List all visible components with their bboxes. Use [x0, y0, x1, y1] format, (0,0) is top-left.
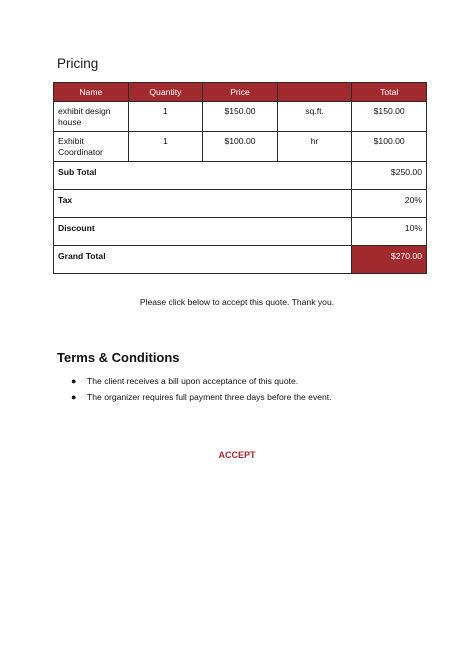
item-name: Exhibit Coordinator	[54, 132, 129, 162]
header-price: Price	[203, 83, 278, 102]
table-row	[54, 132, 427, 162]
item-unit: sq.ft.	[277, 102, 352, 132]
discount-value: 10%	[352, 218, 427, 246]
term-text: The client receives a bill upon acceptance of this quote.	[87, 376, 299, 386]
item-quantity: 1	[128, 102, 203, 132]
pricing-title: Pricing	[57, 56, 99, 71]
subtotal-label: Sub Total	[54, 162, 352, 190]
accept-note: Please click below to accept this quote. Thank you.	[139, 297, 335, 307]
header-unit	[277, 83, 352, 102]
grand-total-row	[54, 246, 427, 274]
item-unit: hr	[277, 132, 352, 162]
subtotal-row	[54, 162, 427, 190]
list-item	[57, 390, 332, 406]
item-name: exhibit design house	[54, 102, 129, 132]
grand-total-label: Grand Total	[54, 246, 352, 274]
table-row	[54, 102, 427, 132]
list-item	[57, 374, 332, 390]
discount-label: Discount	[54, 218, 352, 246]
grand-total-value: $270.00	[352, 246, 427, 274]
tax-label: Tax	[54, 190, 352, 218]
bullet-icon: ●	[71, 391, 77, 402]
terms-list	[57, 374, 332, 405]
bullet-icon: ●	[71, 376, 77, 386]
term-text: The organizer requires full payment three days before the event.	[87, 391, 332, 402]
pricing-header-row	[54, 83, 427, 102]
item-price: $100.00	[203, 132, 278, 162]
pricing-table	[53, 82, 427, 274]
tax-value: 20%	[352, 190, 427, 218]
terms-title: Terms & Conditions	[57, 350, 180, 365]
item-total: $150.00	[352, 102, 427, 132]
item-price: $150.00	[203, 102, 278, 132]
header-name: Name	[54, 83, 129, 102]
header-total: Total	[352, 83, 427, 102]
header-quantity: Quantity	[128, 83, 203, 102]
item-total: $100.00	[352, 132, 427, 162]
accept-button[interactable]: ACCEPT	[218, 450, 256, 460]
subtotal-value: $250.00	[352, 162, 427, 190]
item-quantity: 1	[128, 132, 203, 162]
discount-row	[54, 218, 427, 246]
tax-row	[54, 190, 427, 218]
